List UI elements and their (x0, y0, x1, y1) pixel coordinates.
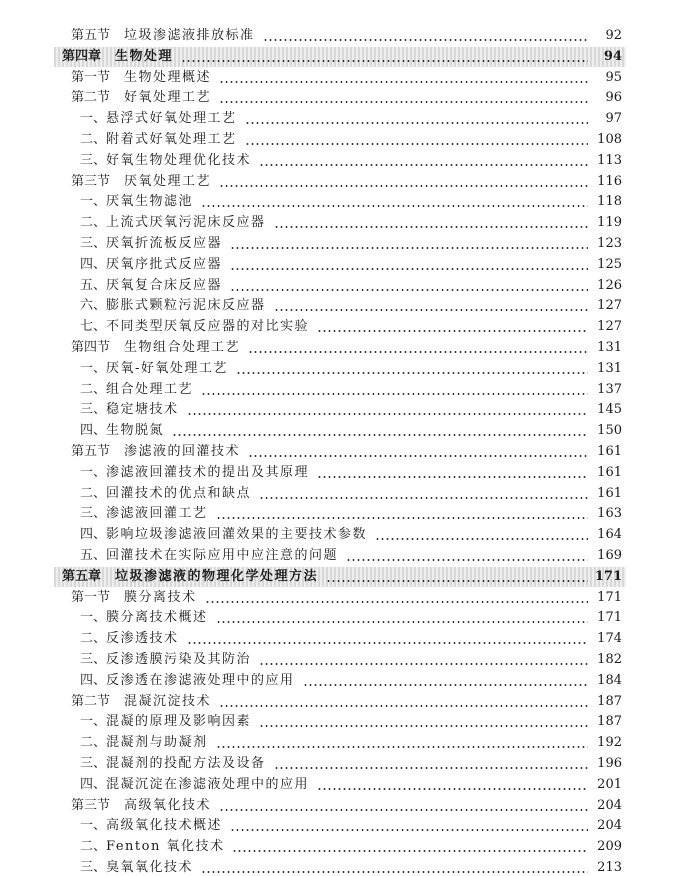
toc-entry-number: 三、 (80, 152, 107, 168)
dot-leader (216, 621, 588, 623)
dot-leader (326, 580, 588, 582)
toc-chapter-entry (62, 565, 622, 585)
toc-entry-number: 二、 (80, 132, 107, 147)
toc-entry-title: 高级氧化技术 (124, 797, 212, 813)
toc-entry-title: 好氧处理工艺 (124, 90, 212, 106)
toc-page-number: 187 (597, 714, 622, 730)
toc-page-number: 209 (597, 839, 622, 855)
toc-page-number: 204 (597, 797, 622, 813)
toc-subsection-entry (62, 835, 622, 855)
toc-entry-title: 渗滤液的回灌技术 (124, 444, 241, 459)
toc-subsection-entry (62, 814, 622, 834)
toc-entry-title: 混凝剂与助凝剂 (106, 735, 208, 751)
toc-entry-title: 好氧生物处理优化技术 (106, 152, 252, 168)
toc-entry-label (80, 257, 222, 273)
toc-page-number: 116 (597, 173, 622, 189)
toc-entry-title: 回灌技术的优点和缺点 (106, 485, 252, 501)
dot-leader (259, 725, 588, 727)
toc-entry-number: 一、 (80, 464, 107, 480)
toc-entry-title: 厌氧-好氧处理工艺 (106, 360, 228, 376)
toc-entry-title: 混凝剂的投配方法及设备 (106, 756, 266, 771)
toc-entry-number: 三、 (80, 860, 107, 875)
toc-entry-label (80, 735, 208, 751)
toc-subsection-entry (62, 627, 622, 647)
toc-page-number: 92 (605, 28, 622, 43)
toc-page-number: 113 (597, 152, 622, 168)
toc-subsection-entry (62, 856, 622, 876)
toc-entry-title: 不同类型厌氧反应器的对比实验 (106, 319, 310, 335)
dot-leader (201, 393, 588, 395)
toc-subsection-entry (62, 648, 622, 668)
dot-leader (230, 829, 588, 831)
toc-entry-number: 四、 (80, 423, 107, 439)
toc-subsection-entry (62, 378, 622, 398)
toc-entry-label (80, 777, 309, 793)
toc-page-number: 161 (597, 485, 622, 501)
dot-leader (245, 143, 588, 145)
toc-entry-label (80, 111, 237, 127)
toc-page-number: 213 (597, 860, 622, 875)
dot-leader (187, 413, 588, 415)
toc-entry-number: 五、 (80, 277, 107, 293)
toc-entry-title: 臭氧氧化技术 (106, 860, 194, 875)
toc-page-number: 204 (597, 818, 622, 834)
toc-entry-label (80, 652, 251, 668)
toc-page-number: 123 (597, 236, 622, 251)
dot-leader (219, 809, 588, 811)
toc-entry-label (80, 486, 251, 502)
toc-entry-title: 组合处理工艺 (106, 381, 194, 397)
toc-entry-title: 回灌技术在实际应用中应注意的问题 (106, 548, 339, 563)
toc-entry-label (62, 569, 318, 585)
toc-page-number: 196 (597, 756, 622, 771)
toc-chapter-entry (62, 45, 622, 65)
toc-entry-number: 三、 (80, 756, 107, 771)
toc-entry-title: 悬浮式好氧处理工艺 (106, 111, 237, 127)
dot-leader (248, 351, 588, 353)
toc-entry-number: 第五节 (71, 28, 111, 43)
toc-entry-number: 四、 (80, 256, 107, 272)
toc-entry-number: 第三节 (71, 797, 111, 813)
toc-subsection-entry (62, 461, 622, 481)
dot-leader (219, 101, 588, 103)
toc-entry-number: 一、 (80, 610, 107, 626)
toc-entry-title: 混凝沉淀在渗滤液处理中的应用 (106, 776, 310, 792)
toc-page-number: 137 (597, 381, 622, 397)
toc-entry-label (80, 194, 193, 210)
toc-entry-number: 三、 (80, 236, 107, 251)
dot-leader (346, 559, 588, 561)
toc-entry-label (80, 860, 193, 876)
toc-entry-label (80, 548, 338, 564)
toc-entry-label (80, 361, 228, 377)
toc-entry-title: 厌氧生物滤池 (106, 194, 194, 210)
dot-leader (259, 164, 588, 166)
toc-entry-title: 生物处理 (115, 48, 174, 64)
toc-entry-number: 二、 (80, 735, 107, 751)
toc-entry-title: 膨胀式颗粒污泥床反应器 (106, 298, 266, 314)
toc-subsection-entry (62, 294, 622, 314)
toc-entry-label (80, 610, 208, 626)
toc-entry-number: 第三节 (71, 173, 111, 189)
toc-page-number: 126 (597, 277, 622, 293)
toc-entry-title: 垃圾渗滤液排放标准 (124, 28, 255, 43)
toc-entry-number: 四、 (80, 776, 107, 792)
toc-subsection-entry (62, 731, 622, 751)
toc-entry-label (80, 673, 295, 689)
dot-leader (274, 309, 588, 311)
toc-subsection-entry (62, 710, 622, 730)
toc-page-number: 131 (597, 340, 622, 355)
toc-entry-title: 附着式好氧处理工艺 (106, 132, 237, 147)
toc-entry-label (71, 694, 211, 710)
dot-leader (201, 205, 588, 207)
toc-page-number: 164 (597, 527, 622, 543)
dot-leader (259, 497, 588, 499)
toc-subsection-entry (62, 232, 622, 252)
toc-entry-number: 第二节 (71, 693, 111, 709)
toc-entry-title: 稳定塘技术 (106, 402, 179, 418)
toc-subsection-entry (62, 107, 622, 127)
toc-entry-title: 上流式厌氧污泥床反应器 (106, 215, 266, 231)
toc-page-number: 131 (597, 360, 622, 376)
toc-page-number: 163 (597, 506, 622, 522)
toc-entry-number: 三、 (80, 506, 107, 522)
toc-entry-label (80, 298, 266, 314)
toc-section-entry (62, 66, 622, 86)
toc-entry-title: 膜分离技术 (124, 589, 197, 605)
dot-leader (187, 642, 588, 644)
toc-entry-label (80, 818, 222, 834)
toc-section-entry (62, 690, 622, 710)
toc-subsection-entry (62, 419, 622, 439)
toc-entry-number: 一、 (80, 194, 107, 210)
dot-leader (303, 684, 588, 686)
toc-entry-number: 第一节 (71, 589, 111, 605)
toc-entry-number: 七、 (80, 319, 107, 335)
toc-entry-number: 四、 (80, 672, 107, 688)
toc-entry-number: 一、 (80, 360, 107, 376)
toc-entry-label (71, 340, 240, 356)
dot-leader (230, 268, 588, 270)
toc-subsection-entry (62, 752, 622, 772)
toc-entry-label (80, 236, 222, 252)
toc-entry-title: 反渗透膜污染及其防治 (106, 652, 252, 667)
dot-leader (219, 185, 588, 187)
toc-entry-number: 二、 (80, 839, 107, 855)
toc-subsection-entry (62, 315, 622, 335)
toc-entry-label (80, 153, 251, 169)
toc-section-entry (62, 586, 622, 606)
toc-entry-number: 三、 (80, 652, 107, 667)
toc-subsection-entry (62, 128, 622, 148)
toc-subsection-entry (62, 190, 622, 210)
toc-subsection-entry (62, 274, 622, 294)
toc-page-number: 95 (605, 69, 622, 85)
toc-page-number: 108 (597, 132, 622, 147)
toc-section-entry (62, 86, 622, 106)
toc-entry-number: 第四章 (62, 48, 102, 64)
toc-entry-label (80, 319, 309, 335)
toc-subsection-entry (62, 502, 622, 522)
toc-page-number: 171 (594, 568, 622, 584)
toc-entry-title: 高级氧化技术概述 (106, 818, 223, 834)
toc-page-number: 171 (597, 589, 622, 605)
toc-page-number: 182 (597, 652, 622, 667)
toc-subsection-entry (62, 523, 622, 543)
dot-leader (317, 476, 588, 478)
toc-entry-title: 厌氧折流板反应器 (106, 236, 223, 251)
toc-entry-label (80, 423, 164, 439)
toc-entry-label (80, 465, 309, 481)
dot-leader (219, 705, 588, 707)
toc-page-number: 161 (597, 444, 622, 459)
toc-entry-title: 渗滤液回灌工艺 (106, 506, 208, 522)
toc-page-number: 118 (597, 194, 622, 210)
toc-entry-label (80, 714, 251, 730)
dot-leader (263, 39, 588, 41)
toc-subsection-entry (62, 482, 622, 502)
toc-entry-title: 生物处理概述 (124, 69, 212, 85)
toc-section-entry (62, 440, 622, 460)
toc-section-entry (62, 336, 622, 356)
toc-entry-label (80, 839, 224, 855)
toc-page-number: 161 (597, 464, 622, 480)
toc-entry-label (71, 590, 197, 606)
toc-page-number: 187 (597, 693, 622, 709)
toc-entry-number: 一、 (80, 111, 107, 127)
toc-entry-label (80, 506, 208, 522)
dot-leader (216, 517, 588, 519)
dot-leader (274, 767, 588, 769)
toc-entry-number: 一、 (80, 818, 107, 834)
toc-entry-label (80, 402, 179, 418)
dot-leader (317, 330, 588, 332)
toc-page-number: 127 (597, 298, 622, 314)
toc-page-number: 145 (597, 402, 622, 418)
toc-entry-title: 膜分离技术概述 (106, 610, 208, 626)
dot-leader (259, 663, 588, 665)
toc-page-number: 150 (597, 423, 622, 439)
toc-entry-title: 厌氧序批式反应器 (106, 256, 223, 272)
dot-leader (232, 850, 588, 852)
toc-subsection-entry (62, 211, 622, 231)
toc-page-number: 171 (597, 610, 622, 626)
toc-subsection-entry (62, 253, 622, 273)
toc-entry-number: 第五节 (71, 444, 111, 459)
toc-entry-title: Fenton 氧化技术 (106, 839, 225, 855)
toc-entry-label (71, 70, 211, 86)
toc-page-number: 184 (597, 672, 622, 688)
toc-entry-title: 混凝沉淀技术 (124, 693, 212, 709)
toc-entry-title: 垃圾渗滤液的物理化学处理方法 (115, 568, 319, 584)
toc-entry-number: 五、 (80, 548, 107, 563)
toc-subsection-entry (62, 398, 622, 418)
toc-page-number: 96 (605, 90, 622, 106)
toc-entry-title: 生物脱氮 (106, 423, 165, 439)
toc-page-number: 174 (597, 631, 622, 647)
toc-page-number: 127 (597, 319, 622, 335)
toc-subsection-entry (62, 773, 622, 793)
toc-entry-label (80, 631, 179, 647)
toc-subsection-entry (62, 606, 622, 626)
toc-entry-label (71, 798, 211, 814)
toc-entry-label (71, 444, 240, 460)
toc-entry-number: 第二节 (71, 90, 111, 106)
toc-entry-label (80, 278, 222, 294)
dot-leader (230, 247, 588, 249)
toc-entry-label (80, 382, 193, 398)
dot-leader (274, 226, 588, 228)
toc-entry-label (80, 756, 266, 772)
toc-entry-title: 渗滤液回灌技术的提出及其原理 (106, 464, 310, 480)
dot-leader (172, 434, 588, 436)
toc-page-number: 192 (597, 735, 622, 751)
toc-section-entry (62, 794, 622, 814)
toc-section-entry (62, 24, 622, 44)
toc-entry-label (71, 90, 211, 106)
dot-leader (181, 60, 588, 62)
toc-entry-title: 影响垃圾渗滤液回灌效果的主要技术参数 (106, 527, 368, 543)
toc-entry-number: 二、 (80, 381, 107, 397)
toc-subsection-entry (62, 669, 622, 689)
toc-entry-number: 第五章 (62, 568, 102, 584)
toc-subsection-entry (62, 149, 622, 169)
toc-entry-title: 反渗透在渗滤液处理中的应用 (106, 672, 295, 688)
toc-entry-number: 第四节 (71, 340, 111, 355)
toc-entry-title: 厌氧复合床反应器 (106, 277, 223, 293)
toc-page-number: 169 (597, 548, 622, 563)
dot-leader (219, 81, 588, 83)
toc-entry-number: 第一节 (71, 69, 111, 85)
toc-entry-title: 生物组合处理工艺 (124, 340, 241, 355)
toc-page-number: 125 (597, 256, 622, 272)
toc-page-number: 119 (597, 215, 622, 231)
toc-page-number: 201 (597, 776, 622, 792)
dot-leader (205, 601, 588, 603)
toc-entry-number: 二、 (80, 485, 107, 501)
toc-entry-title: 混凝的原理及影响因素 (106, 714, 252, 730)
toc-entry-title: 反渗透技术 (106, 631, 179, 647)
dot-leader (216, 746, 588, 748)
toc-entry-label (62, 49, 173, 65)
dot-leader (230, 289, 588, 291)
toc-entry-label (71, 28, 255, 44)
dot-leader (317, 788, 588, 790)
toc-entry-number: 三、 (80, 402, 107, 418)
toc-page-number: 94 (603, 48, 622, 64)
dot-leader (236, 372, 588, 374)
toc-entry-number: 四、 (80, 527, 107, 543)
toc-subsection-entry (62, 544, 622, 564)
toc-subsection-entry (62, 357, 622, 377)
toc-entry-number: 六、 (80, 298, 107, 314)
dot-leader (375, 538, 588, 540)
toc-entry-number: 二、 (80, 215, 107, 231)
toc-entry-number: 二、 (80, 631, 107, 647)
toc-section-entry (62, 170, 622, 190)
dot-leader (245, 122, 588, 124)
toc-entry-number: 一、 (80, 714, 107, 730)
dot-leader (248, 455, 588, 457)
toc-entry-label (80, 132, 237, 148)
toc-page-number: 97 (605, 111, 622, 127)
toc-entry-title: 厌氧处理工艺 (124, 173, 212, 189)
toc-entry-label (80, 215, 266, 231)
toc-entry-label (71, 174, 211, 190)
toc-entry-label (80, 527, 367, 543)
